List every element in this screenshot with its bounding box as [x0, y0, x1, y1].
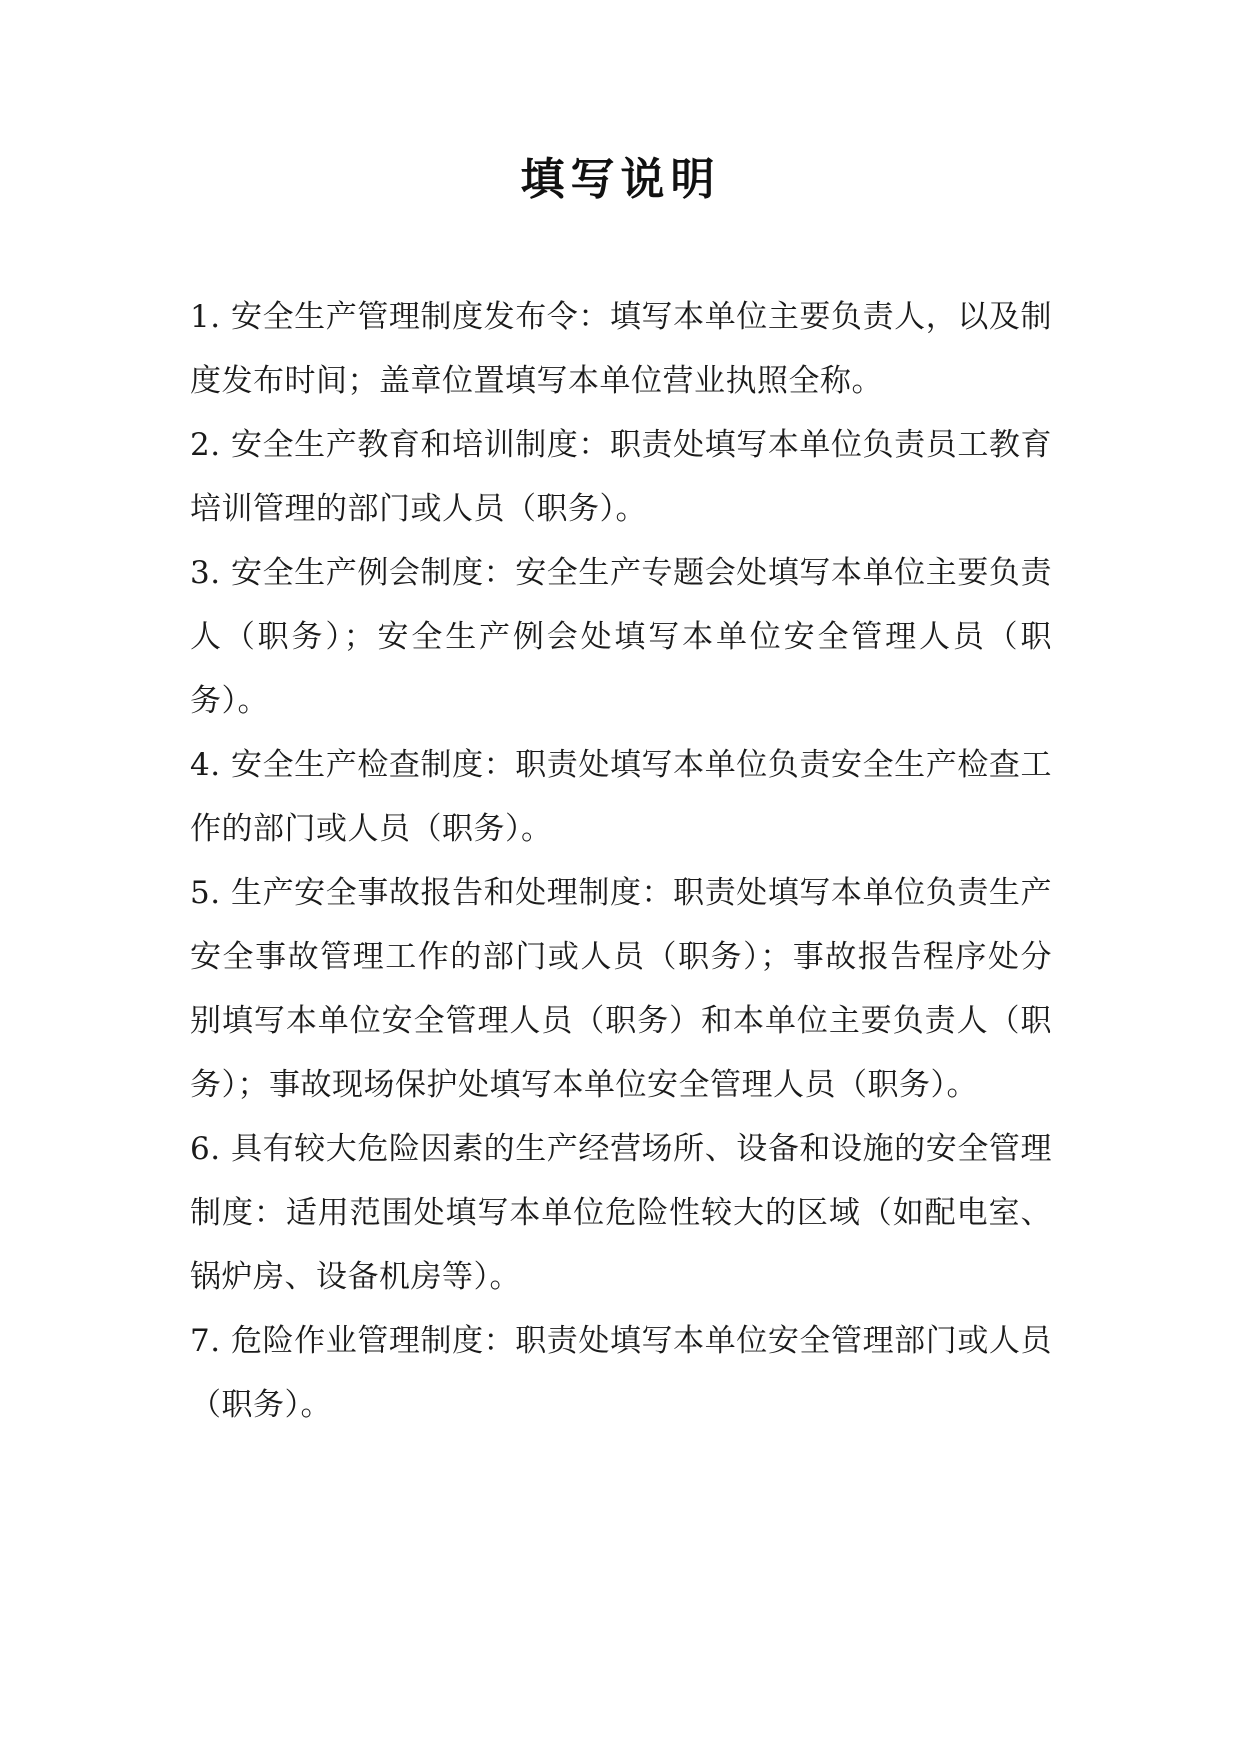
instructions-list [190, 285, 1052, 1437]
instruction-item-7: 7. 危险作业管理制度：职责处填写本单位安全管理部门或人员（职务）。 [190, 1323, 1052, 1423]
instruction-item-5: 5. 生产安全事故报告和处理制度：职责处填写本单位负责生产安全事故管理工作的部门或人员（职务）；事故报告程序处分别填写本单位安全管理人员（职务）和本单位主要负责人（职务）；事故现场保护处填写本单位安全管理人员（职务）。 [190, 875, 1052, 1103]
instruction-item-1: 1. 安全生产管理制度发布令：填写本单位主要负责人，以及制度发布时间；盖章位置填写本单位营业执照全称。 [190, 299, 1052, 399]
instruction-item-3: 3. 安全生产例会制度：安全生产专题会处填写本单位主要负责人（职务）；安全生产例会处填写本单位安全管理人员（职务）。 [190, 555, 1052, 719]
instruction-item-4: 4. 安全生产检查制度：职责处填写本单位负责安全生产检查工作的部门或人员（职务）。 [190, 747, 1052, 847]
instruction-item-6: 6. 具有较大危险因素的生产经营场所、设备和设施的安全管理制度：适用范围处填写本单位危险性较大的区域（如配电室、锅炉房、设备机房等）。 [190, 1131, 1052, 1295]
instruction-item-2: 2. 安全生产教育和培训制度：职责处填写本单位负责员工教育培训管理的部门或人员（职务）。 [190, 427, 1052, 527]
page-title: 填写说明 [520, 154, 721, 205]
